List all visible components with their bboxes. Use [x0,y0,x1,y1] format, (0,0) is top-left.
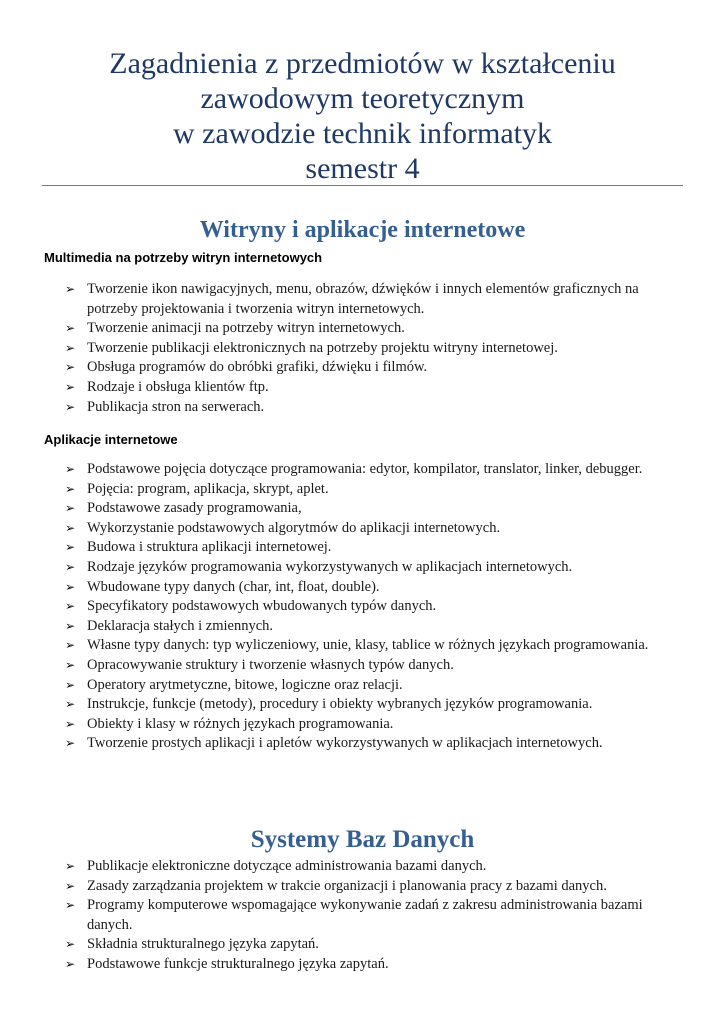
list-item: ➢ Obiekty i klasy w różnych językach programowania. [65,715,680,735]
list-item: ➢ Podstawowe zasady programowania, [65,499,680,519]
arrowhead-bullet-icon: ➢ [65,898,76,913]
list-item: ➢ Instrukcje, funkcje (metody), procedury i obiekty wybranych języków programowania. [65,695,680,715]
arrowhead-bullet-icon: ➢ [65,697,76,712]
arrowhead-bullet-icon: ➢ [65,282,76,296]
list-item: ➢ Publikacja stron na serwerach. [65,398,680,418]
arrowhead-bullet-icon: ➢ [65,340,76,355]
arrowhead-bullet-icon: ➢ [65,736,76,751]
bullet-list-aplikacje [65,460,680,754]
arrowhead-bullet-icon: ➢ [65,618,76,633]
arrowhead-bullet-icon: ➢ [65,462,76,476]
list-item: ➢ Tworzenie animacji na potrzeby witryn internetowych. [65,319,680,339]
bullet-list-systemy [65,857,680,975]
list-item: ➢ Wbudowane typy danych (char, int, float, double). [65,578,680,598]
arrowhead-bullet-icon: ➢ [65,520,76,535]
title-divider [42,185,683,186]
arrowhead-bullet-icon: ➢ [65,716,76,731]
arrowhead-bullet-icon: ➢ [65,540,76,555]
list-item: ➢ Tworzenie ikon nawigacyjnych, menu, obrazów, dźwięków i innych elementów graficznych na potrzeby projektowania i tworzenia witryn internetowych. [65,281,639,317]
arrowhead-bullet-icon: ➢ [65,878,76,893]
list-item: ➢ Deklaracja stałych i zmiennych. [65,617,680,637]
document-title [40,46,685,186]
list-item: ➢ Składnia strukturalnego języka zapytań. [65,935,680,955]
subsection-heading-aplikacje: Aplikacje internetowe [44,432,178,447]
list-item: ➢ Zasady zarządzania projektem w trakcie organizacji i planowania pracy z bazami danych. [65,877,680,897]
arrowhead-bullet-icon: ➢ [65,360,76,375]
list-item: ➢ Rodzaje i obsługa klientów ftp. [65,378,680,398]
list-item: ➢ Specyfikatory podstawowych wbudowanych typów danych. [65,597,680,617]
title-line: zawodowym teoretycznym [200,82,525,115]
list-item: ➢ Własne typy danych: typ wyliczeniowy, unie, klasy, tablice w różnych językach programowania. [65,636,680,656]
arrowhead-bullet-icon: ➢ [65,599,76,614]
list-item: ➢ Pojęcia: program, aplikacja, skrypt, aplet. [65,480,680,500]
list-item: ➢ Tworzenie publikacji elektronicznych na potrzeby projektu witryny internetowej. [65,339,680,359]
arrowhead-bullet-icon: ➢ [65,579,76,594]
section-heading-systemy: Systemy Baz Danych [250,826,475,853]
title-line: w zawodzie technik informatyk [172,117,553,150]
list-item: ➢ Podstawowe funkcje strukturalnego języka zapytań. [65,955,680,975]
arrowhead-bullet-icon: ➢ [65,657,76,672]
arrowhead-bullet-icon: ➢ [65,481,76,496]
title-line: Zagadnienia z przedmiotów w kształceniu [109,47,616,80]
arrowhead-bullet-icon: ➢ [65,859,76,873]
list-item: ➢ Wykorzystanie podstawowych algorytmów do aplikacji internetowych. [65,519,680,539]
list-item: ➢ Publikacje elektroniczne dotyczące administrowania bazami danych. [65,857,680,877]
arrowhead-bullet-icon: ➢ [65,501,76,516]
arrowhead-bullet-icon: ➢ [65,379,76,394]
arrowhead-bullet-icon: ➢ [65,677,76,692]
arrowhead-bullet-icon: ➢ [65,638,76,653]
list-item: ➢ Opracowywanie struktury i tworzenie własnych typów danych. [65,656,680,676]
subsection-heading-multimedia: Multimedia na potrzeby witryn internetowych [44,250,323,265]
arrowhead-bullet-icon: ➢ [65,956,76,971]
list-item: ➢ Rodzaje języków programowania wykorzystywanych w aplikacjach internetowych. [65,558,680,578]
list-item: ➢ Budowa i struktura aplikacji internetowej. [65,538,680,558]
arrowhead-bullet-icon: ➢ [65,937,76,952]
arrowhead-bullet-icon: ➢ [65,321,76,336]
arrowhead-bullet-icon: ➢ [65,559,76,574]
list-item: ➢ Tworzenie prostych aplikacji i apletów wykorzystywanych w aplikacjach internetowych. [65,734,680,754]
arrowhead-bullet-icon: ➢ [65,399,76,414]
list-item: ➢ Obsługa programów do obróbki grafiki, dźwięku i filmów. [65,358,680,378]
bullet-list-multimedia [65,280,680,417]
list-item: ➢ Operatory arytmetyczne, bitowe, logiczne oraz relacji. [65,676,680,696]
title-line: semestr 4 [305,152,420,185]
section-heading-witryny: Witryny i aplikacje internetowe [199,217,526,243]
list-item: ➢ Programy komputerowe wspomagające wykonywanie zadań z zakresu administrowania bazami danych. [65,897,643,933]
list-item: ➢ Podstawowe pojęcia dotyczące programowania: edytor, kompilator, translator, linker, debugger. [65,460,680,480]
